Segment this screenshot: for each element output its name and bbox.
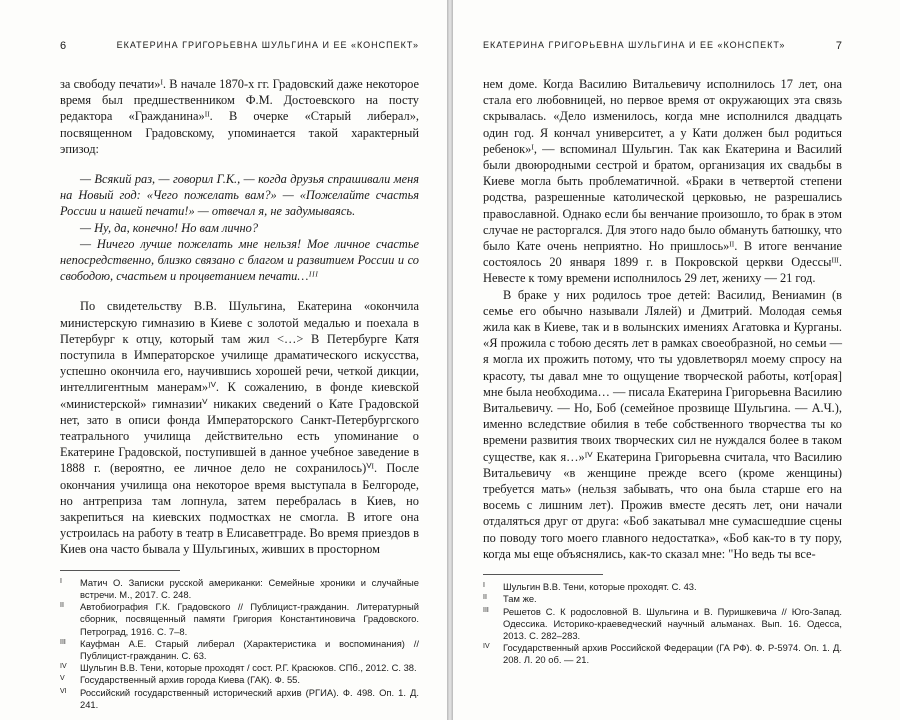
footnote-mark: VI <box>60 687 67 695</box>
footnote <box>60 577 419 601</box>
left-page <box>0 0 447 720</box>
page-number: 6 <box>60 40 67 52</box>
footnote-text: Автобиография Г.К. Градовского // Публицист-гражданин. Литературный сборник, посвященный памяти Григория Константиновича Градовского. Петроград, 1916. С. 7–8. <box>80 601 419 637</box>
running-title: ЕКАТЕРИНА ГРИГОРЬЕВНА ШУЛЬГИНА И ЕЕ «КОНСПЕКТ» <box>116 40 419 50</box>
quote-line: — Ничего лучше пожелать мне нельзя! Мое личное счастье непосредственно, близко связано с благом и развитием России и со свободою, счастьем и процветанием печати…ᴵᴵᴵ <box>60 236 419 284</box>
footnote-mark: II <box>60 602 64 610</box>
footnote-text: Государственный архив Российской Федерации (ГА РФ). Ф. Р-5974. Оп. 1. Д. 208. Л. 20 об. — 21. <box>503 642 842 666</box>
running-header <box>483 40 842 54</box>
footnote-text: Шульгин В.В. Тени, которые проходят / сост. Р.Г. Красюков. СПб., 2012. С. 38. <box>80 662 417 674</box>
footnote-divider <box>60 570 180 571</box>
footnote-text: Шульгин В.В. Тени, которые проходят. С. 43. <box>503 581 697 593</box>
footnotes <box>60 577 419 711</box>
body-paragraph: По свидетельству В.В. Шульгина, Екатерина «окончила министерскую гимназию в Киеве с золотой медалью и поехала в Петербург к отцу, который там жил <…> В Петербурге Катя поступила в Императорское училище драматического искусства, успешно окончила его, научившись хорошей речи, четкой дикции, интеллигентным манерам»ᴵⱽ. К сожалению, в фонде киевской «министерской» гимназииⱽ никаких сведений о Кате Градовской нет, зато в описи фонда Императорского Санкт-Петербургского театрального училища действительно есть упоминание о Екатерине Градовской, поступившей в данное учебное заведение в 1888 г. (вероятно, ее личное дело не сохранилось)ⱽᴵ. После окончания училища она некоторое время выступала в Белгороде, но антреприза там лопнула, затем перебралась в Киев, но закрепиться на киевских подмостках не смогла. В итоге она устроилась на работу в театр в Елисаветграде. Во время приездов в Киев она часто бывала у Шульгиных, живших в просторном <box>60 299 419 557</box>
footnote-divider <box>483 574 603 575</box>
footnote-mark: II <box>483 594 487 602</box>
footnote-mark: III <box>483 606 489 614</box>
footnote <box>483 593 842 605</box>
footnote-text: Кауфман А.Е. Старый либерал (Характеристика и воспоминания) // Публицист-гражданин. С. 63. <box>80 637 419 661</box>
footnote <box>483 606 842 643</box>
footnote-text: Матич О. Записки русской американки: Семейные хроники и случайные встречи. М., 2017. С. 248. <box>80 576 419 600</box>
footnote <box>60 662 419 674</box>
quote-block <box>60 171 419 284</box>
footnote-mark: IV <box>60 663 67 671</box>
footnote <box>60 638 419 662</box>
quote-line: — Ну, да, конечно! Но вам лично? <box>80 220 259 235</box>
footnotes <box>483 581 842 666</box>
footnote-text: Там же. <box>503 593 537 605</box>
footnote-mark: I <box>483 582 485 590</box>
footnote-mark: I <box>60 577 62 585</box>
footnote-text: Государственный архив города Киева (ГАК). Ф. 55. <box>80 674 300 686</box>
footnote <box>483 642 842 666</box>
body-paragraph: В браке у них родилось трое детей: Василид, Вениамин (в семье его обычно называли Лялей) и Дмитрий. Молодая семья жила как в Киеве, так и в волынских имениях Агатовка и Курганы. «Я прожила с тобою десять лет в рамках своеобразной, но семьи — я могла их прожить потому, что ты удовлетворял моему спросу на красоту, ты давал мне то ощущение творческой работы, кот[орая] мне была необходима… — писала Екатерина Григорьевна Василию Витальевичу. — Но, Боб (семейное прозвище Шульгина. — А.Ч.), именно вследствие обилия в тебе собственного творчества ты ко времени развития твоих творческих сил не нуждался более в таком существе, как я…»ᴵⱽ Екатерина Григорьевна считала, что Василию Витальевичу «в женщине прежде всего (кроме женщины) требуется мать» (нельзя забывать, что она была старше его на восемь с лишним лет). Прожив вместе десять лет, они начали отдаляться друг от друга: «Боб закатывал мне сумасшедшие сцены по поводу того моего главного недостатка», «Боб как-то в ту пору, когда мы еще объяснялись, как-то сказал мне: "Но ведь ты все- <box>483 287 842 561</box>
footnote <box>483 581 842 593</box>
body-paragraph: нем доме. Когда Василию Витальевичу исполнилось 17 лет, она стала его любовницей, но первое время от окружающих эта связь скрывалась. «Дело изменилось, когда мне исполнился двадцать один год. Я кончал университет, а у Кати должен был родиться ребенок»ᴵ, — вспоминал Шульгин. Так как Екатерина и Василий были двоюродными сестрой и братом, организация их свадьбы в Киеве могла быть проблематичной. «Браки в четвертой степени родства, разрешенные католической церковью, не разрешались православной. Однако если бы венчание произошло, то брак в этом случае не расторгался. Для этого надо было обмануть батюшку, что было Кате очень неприятно. Но пришлось»ᴵᴵ. В итоге венчание состоялось 20 января 1899 г. в Покровской церкви Одессыᴵᴵᴵ. Невесте к тому времени исполнилось 29 лет, жениху — 21 год. <box>483 77 842 286</box>
footnote-mark: IV <box>483 643 490 651</box>
right-page <box>453 0 900 720</box>
page-number: 7 <box>835 40 842 52</box>
quote-line: — Всякий раз, — говорил Г.К., — когда друзья спрашивали меня на Новый год: «Чего пожелать вам?» — «Пожелайте счастья России и нашей печати!» — отвечал я, не задумываясь. <box>60 172 419 219</box>
footnote-mark: V <box>60 675 65 683</box>
running-header <box>60 40 419 54</box>
footnote <box>60 601 419 638</box>
footnote-text: Решетов С. К родословной В. Шульгина и В. Пуришкевича // Юго-Запад. Одессика. Историко-краеведческий научный альманах. Вып. 16. Одесса, 2013. С. 282–283. <box>503 605 842 641</box>
footnote-mark: III <box>60 638 66 646</box>
running-title: ЕКАТЕРИНА ГРИГОРЬЕВНА ШУЛЬГИНА И ЕЕ «КОНСПЕКТ» <box>483 40 786 50</box>
footnote-text: Российский государственный исторический архив (РГИА). Ф. 498. Оп. 1. Д. 241. <box>80 686 419 710</box>
body-paragraph: за свободу печати»ᴵ. В начале 1870-х гг. Градовский даже некоторое время был предшественником Ф.М. Достоевского на посту редактора «Гражданина»ᴵᴵ. В очерке «Старый либерал», посвященном Градовскому, упоминается такой характерный эпизод: <box>60 77 419 156</box>
footnote <box>60 674 419 686</box>
footnote <box>60 687 419 711</box>
